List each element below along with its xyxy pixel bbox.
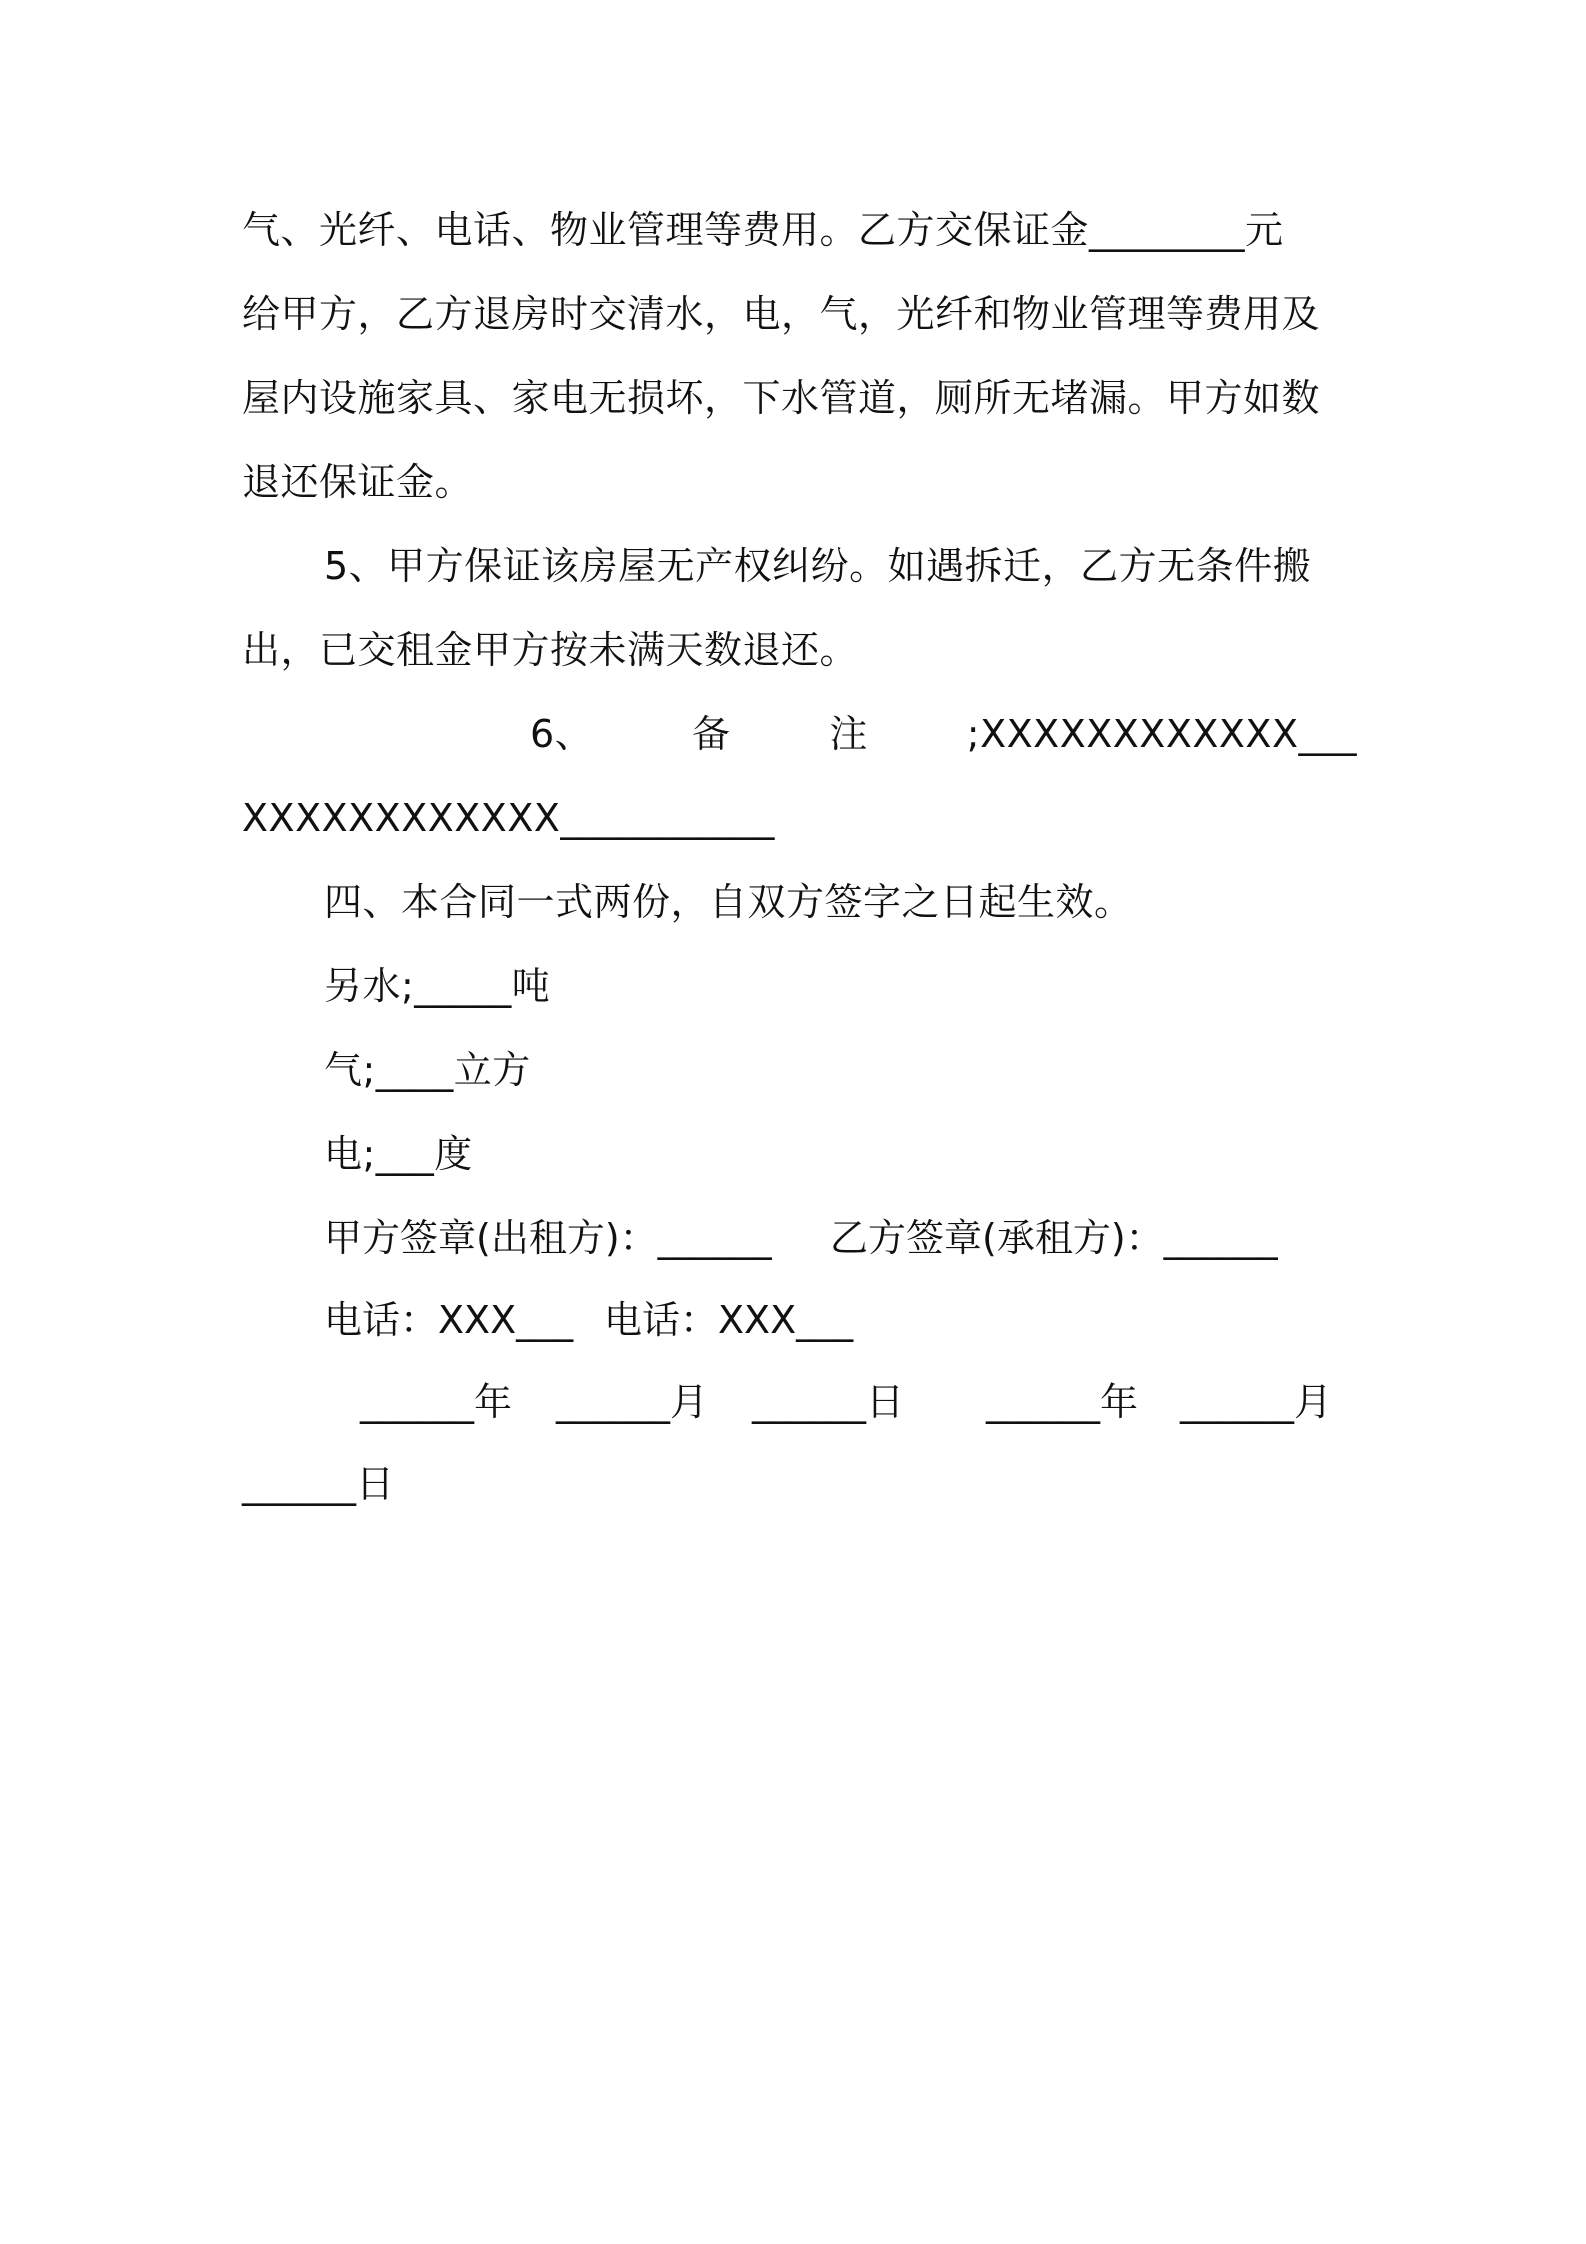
paragraph-line: 给甲方，乙方退房时交清水，电，气，光纤和物业管理等费用及 [242, 292, 1321, 336]
clause-6-line [530, 704, 1357, 764]
section-4-line: 四、本合同一式两份，自双方签字之日起生效。 [324, 880, 1133, 924]
clause-5-line: 出，已交租金甲方按未满天数退还。 [242, 628, 859, 672]
clause-6-label-char: 备 [692, 712, 731, 756]
party-a-date-day: ______日 [752, 1380, 905, 1424]
paragraph-line: 气、光纤、电话、物业管理等费用。乙方交保证金________元 [242, 208, 1284, 252]
party-a-phone: 电话：XXX___ [324, 1298, 574, 1342]
water-meter: 另水;_____吨 [324, 964, 551, 1008]
clause-6-value-line: XXXXXXXXXXXX___________ [242, 796, 775, 840]
paragraph-line: 屋内设施家具、家电无损坏，下水管道，厕所无堵漏。甲方如数 [242, 376, 1321, 420]
party-a-date-year: ______年 [360, 1380, 513, 1424]
party-b-date-month: ______月 [1180, 1380, 1333, 1424]
party-a-date-month: ______月 [556, 1380, 709, 1424]
party-b-date-day: ______日 [242, 1462, 395, 1506]
clause-6-number: 6、 [530, 712, 594, 756]
clause-5-line: 5、甲方保证该房屋无产权纠纷。如遇拆迁，乙方无条件搬 [324, 544, 1312, 588]
clause-6-value: ;XXXXXXXXXXXX___ [966, 712, 1357, 756]
party-b-date-year: ______年 [986, 1380, 1139, 1424]
clause-6-label-char: 注 [829, 712, 868, 756]
party-a-signature: 甲方签章(出租方)：______ [324, 1216, 772, 1260]
electricity-meter: 电;___度 [324, 1132, 473, 1176]
party-b-signature: 乙方签章(承租方)：______ [830, 1216, 1278, 1260]
party-b-phone: 电话：XXX___ [604, 1298, 854, 1342]
paragraph-line: 退还保证金。 [242, 460, 474, 504]
gas-meter: 气;____立方 [324, 1048, 531, 1092]
